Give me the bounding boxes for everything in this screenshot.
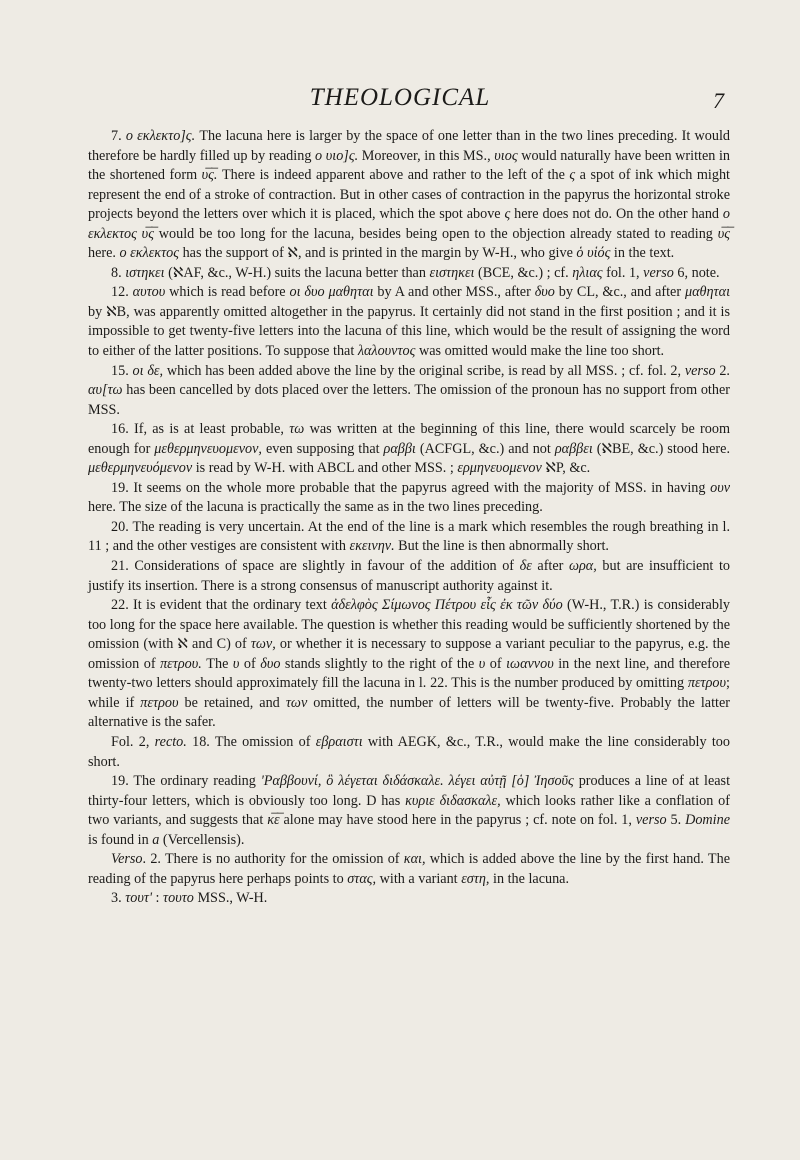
note-text: 21. Considerations of space are slightly in favour of the addition of xyxy=(111,558,520,575)
note-paragraph xyxy=(88,772,730,850)
greek-text: υ xyxy=(232,655,240,672)
greek-text: εβραιστι xyxy=(315,733,363,750)
note-text: : xyxy=(151,890,164,907)
note-text: 16. If, as is at least probable, xyxy=(111,421,290,438)
greek-text: υ̅ς̅. xyxy=(201,167,218,184)
greek-text: ειστηκει xyxy=(429,264,475,281)
note-text: by CL, &c., and after xyxy=(554,284,685,301)
note-paragraph xyxy=(88,420,730,479)
note-text: (BCE, &c.) ; cf. xyxy=(474,264,573,281)
note-text: but are insufficient to justify its insertion. There is a strong consensus of manuscript authority against it. xyxy=(88,558,730,594)
greek-text: δε xyxy=(519,558,532,575)
note-text: 22. It is evident that the ordinary text xyxy=(111,597,332,614)
note-paragraph xyxy=(88,479,730,518)
note-text: 8. xyxy=(111,264,126,281)
greek-text: οι δυο μαθηται xyxy=(289,284,374,301)
note-paragraph xyxy=(88,850,730,889)
note-text: But the line is then abnormally short. xyxy=(394,538,609,555)
note-paragraph xyxy=(88,127,730,264)
note-text: is read by W-H. with ABCL and other MSS. ; xyxy=(192,460,458,477)
note-text: would naturally have been written in the shortened form xyxy=(88,147,730,184)
note-text: 3. xyxy=(111,890,126,907)
greek-text: ραββι xyxy=(383,440,416,457)
note-paragraph xyxy=(88,283,730,361)
greek-text: 'Ραββουνί, ὃ λέγεται διδάσκαλε. λέγει αὐτῇ [ὁ] Ἰησοῦς xyxy=(260,773,574,790)
greek-text: ηλιας xyxy=(572,264,603,281)
note-text: with AEGK, &c., T.R., would make the line considerably too short. xyxy=(88,733,730,770)
note-text: (W-H., T.R.) is considerably too long for the space here available. The question is whether this reading would be sufficiently shortened by the omission (with ℵ and C) of xyxy=(88,597,730,653)
note-text: was omitted would make the line too short. xyxy=(415,343,665,360)
italic-text: verso xyxy=(635,812,667,829)
note-text: MSS., W-H. xyxy=(193,890,268,907)
page-number: 7 xyxy=(713,88,724,113)
greek-text: των, xyxy=(250,636,276,653)
note-text: has been cancelled by dots placed over the letters. The omission of the pronoun has no support from other MSS. xyxy=(88,382,730,418)
greek-text: στας, xyxy=(347,870,377,887)
note-text: is found in xyxy=(88,831,153,848)
note-text: 12. xyxy=(111,284,133,301)
note-text: in the text. xyxy=(610,245,675,262)
greek-text: υ̅ς̅ xyxy=(717,225,730,242)
note-text: The lacuna here is larger by the space of one letter than in the two lines preceding. It would therefore be hardly filled up by reading xyxy=(88,128,731,164)
greek-text: ς xyxy=(504,206,511,223)
note-text: was written at the beginning of this line, there would scarcely be room enough for xyxy=(88,421,730,457)
greek-text: δυο xyxy=(534,284,555,301)
note-text: ; while if xyxy=(88,675,730,711)
greek-text: ραββει xyxy=(554,440,593,457)
greek-text: ὁ υἱός xyxy=(576,245,611,262)
note-paragraph xyxy=(88,889,730,909)
note-text: stands slightly to the right of the xyxy=(280,655,479,672)
greek-text: πετρου. xyxy=(160,655,202,672)
greek-text: μαθηται xyxy=(684,284,731,301)
greek-text: υ xyxy=(478,655,486,672)
greek-text: μεθερμηνευόμενον xyxy=(88,460,193,477)
note-text: 5. xyxy=(666,812,686,829)
running-title: THEOLOGICAL xyxy=(309,84,491,111)
note-text: ℵP, &c. xyxy=(541,460,591,477)
note-paragraph xyxy=(88,264,730,284)
note-text: which is added above the line by the first hand. The reading of the papyrus here perhaps points to xyxy=(88,851,730,887)
greek-text: εκεινην. xyxy=(349,538,395,555)
greek-text: λαλουντος xyxy=(357,343,416,360)
note-text: be retained, and xyxy=(178,694,286,711)
note-text: of xyxy=(239,655,261,672)
note-text: . 2. There is no authority for the omission of xyxy=(142,851,404,868)
italic-text: a xyxy=(152,831,160,848)
italic-text: Domine xyxy=(685,812,730,829)
note-text: produces a line of at least thirty-four letters, which is obviously too long. D has xyxy=(88,773,731,809)
note-text: The xyxy=(201,655,233,672)
greek-text: κ̅ε̅ xyxy=(267,812,280,829)
greek-text: μεθερμηνευομενον, xyxy=(154,440,262,457)
greek-text: πετρου xyxy=(140,694,179,711)
note-text: 2. xyxy=(715,362,730,379)
note-text: even supposing that xyxy=(261,440,384,457)
greek-text: ο εκλεκτος υ̅ς̅ xyxy=(88,206,730,242)
note-text: here does not do. On the other hand xyxy=(510,206,723,223)
note-text: 7. xyxy=(111,128,126,144)
note-text: by ℵB, was apparently omitted altogether in the papyrus. It certainly did not stand in the first position ; and it is impossible to get twenty-five letters into the lacuna of this line, which would be the result of assigning the word to either of the latter positions. To suppose that xyxy=(88,303,730,360)
greek-text: τω xyxy=(289,421,305,438)
greek-text: ιωαννου xyxy=(506,655,554,672)
greek-text: οι δε, xyxy=(132,362,164,379)
greek-text: ο εκλεκτος xyxy=(119,245,180,262)
greek-text: ο εκλεκτο]ς. xyxy=(125,128,196,144)
greek-text: ἀδελφὸς Σίμωνος Πέτρου εἷς ἐκ τῶν δύο xyxy=(331,597,563,614)
note-text: Moreover, in this MS., xyxy=(358,147,495,164)
note-text: alone may have stood here in the papyrus ; cf. note on fol. 1, xyxy=(279,812,636,829)
greek-text: των xyxy=(285,694,308,711)
note-text: here. xyxy=(88,245,120,262)
note-text: here. The size of the lacuna is practically the same as in the two lines preceding. xyxy=(88,499,543,516)
note-text: by A and other MSS., after xyxy=(373,284,535,301)
greek-text: ερμηνευομενον xyxy=(457,460,542,477)
note-text: There is indeed apparent above and rather to the left of the xyxy=(217,167,570,184)
note-text: (ℵAF, &c., W-H.) suits the lacuna better than xyxy=(164,264,430,281)
note-paragraph xyxy=(88,557,730,596)
note-text: would be too long for the lacuna, besides being open to the objection already stated to reading xyxy=(153,225,718,242)
note-text: of xyxy=(485,655,507,672)
greek-text: κυριε διδασκαλε, xyxy=(405,792,501,809)
note-text: (ACFGL, &c.) and not xyxy=(415,440,555,457)
greek-text: αυ[τω xyxy=(88,382,123,399)
greek-text: υιος xyxy=(494,147,518,164)
italic-text: verso xyxy=(643,264,674,281)
italic-text: Verso xyxy=(111,851,143,868)
note-text: in the next line, and therefore twenty-two letters should approximately fill the lacuna in l. 22. This is the number produced by omitting xyxy=(88,655,731,692)
note-text: has the support of ℵ, and is printed in the margin by W-H., who give xyxy=(179,245,577,262)
greek-text: εστη, xyxy=(461,870,490,887)
greek-text: αυτου xyxy=(132,284,166,301)
greek-text: δυο xyxy=(260,655,281,672)
note-text: with a variant xyxy=(376,870,462,887)
note-text: 19. It seems on the whole more probable that the papyrus agreed with the majority of MSS. in having xyxy=(111,479,711,496)
note-text: (ℵBE, &c.) stood here. xyxy=(592,440,730,457)
note-text: in the lacuna. xyxy=(489,870,570,887)
greek-text: ο υιο]ς. xyxy=(315,147,359,164)
note-text: which looks rather like a conflation of two variants, and suggests that xyxy=(88,792,730,829)
note-text: 6, note. xyxy=(673,264,720,281)
greek-text: ιστηκει xyxy=(125,264,165,281)
note-text: or whether it is necessary to suppose a variant peculiar to the papyrus, e.g. the omission of xyxy=(88,636,730,672)
note-paragraph xyxy=(88,362,730,421)
greek-text: και, xyxy=(403,851,426,868)
greek-text: ουν xyxy=(710,479,730,496)
running-head xyxy=(0,84,800,112)
italic-text: recto. xyxy=(154,733,187,750)
greek-text: ς xyxy=(569,167,576,184)
note-text: which is read before xyxy=(165,284,290,301)
note-text: 15. xyxy=(111,362,133,379)
note-paragraph xyxy=(88,596,730,733)
textual-notes xyxy=(88,127,730,909)
greek-text: πετρου xyxy=(687,675,727,692)
note-text: 19. The ordinary reading xyxy=(111,773,261,790)
note-text: after xyxy=(531,558,569,575)
greek-text: τουτο xyxy=(163,890,194,907)
note-paragraph xyxy=(88,518,730,557)
note-paragraph xyxy=(88,733,730,772)
note-text: 18. The omission of xyxy=(186,733,316,750)
greek-text: ωρα, xyxy=(568,558,597,575)
note-text: Fol. 2, xyxy=(111,733,155,750)
italic-text: verso xyxy=(684,362,716,379)
note-text: fol. 1, xyxy=(602,264,644,281)
note-text: omitted, the number of letters will be twenty-five. Probably the latter alternative is the safer. xyxy=(88,694,731,731)
note-text: which has been added above the line by the original scribe, is read by all MSS. ; cf. fol. 2, xyxy=(163,362,685,379)
note-text: 20. The reading is very uncertain. At the end of the line is a mark which resembles the rough breathing in l. 11 ; and the other vestiges are consistent with xyxy=(88,518,730,555)
note-text: a spot of ink which might represent the end of a stroke of contraction. But in other cases of contraction in the papyrus the horizontal stroke projects beyond the letters over which it is placed, which the spot above xyxy=(88,167,730,223)
greek-text: τουτ' xyxy=(125,890,152,907)
note-text: (Vercellensis). xyxy=(159,831,245,848)
